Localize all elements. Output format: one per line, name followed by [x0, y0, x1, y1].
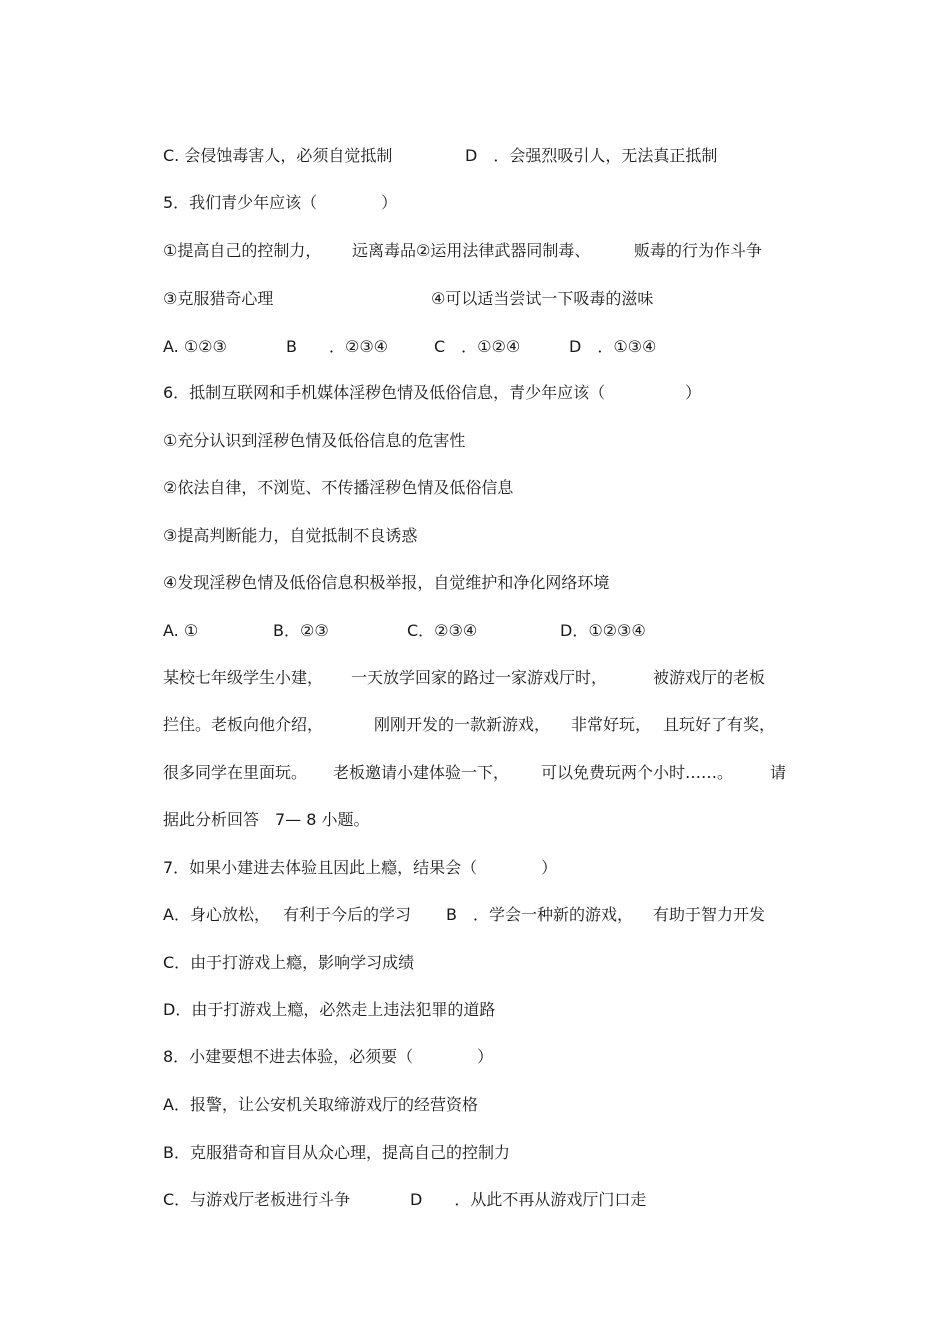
scenario-line-2: 拦住。老板向他介绍， 刚刚开发的一款新游戏， 非常好玩， 且玩好了有奖， [163, 715, 776, 734]
q7-option-a-cont: 有利于今后的学习 [283, 905, 412, 924]
q8-options-cd [163, 1190, 647, 1270]
q5-option-b: B ．②③④ [286, 337, 389, 356]
q5-option-c: C ．①②④ [434, 337, 521, 356]
q7-option-c: C．由于打游戏上瘾，影响学习成绩 [163, 953, 415, 972]
q8-option-b: B．克服猎奇和盲目从众心理，提高自己的控制力 [163, 1143, 510, 1162]
q5-option-d: D ．①③④ [569, 337, 657, 356]
q5-item-1: ①提高自己的控制力， [163, 241, 322, 260]
scenario-line-3: 很多同学在里面玩。 老板邀请小建体验一下， 可以免费玩两个小时……。 请 [163, 763, 787, 782]
question-5: 5．我们青少年应该（ ） [163, 193, 398, 212]
q8-option-a: A．报警，让公安机关取缔游戏厅的经营资格 [163, 1095, 478, 1114]
q8-option-d: D ．从此不再从游戏厅门口走 [410, 1190, 647, 1209]
q6-option-c: C．②③④ [407, 621, 478, 640]
scenario-line-4: 据此分析回答 7— 8 小题。 [163, 810, 370, 829]
q7-option-b: B ．学会一种新的游戏， [446, 905, 633, 924]
q4-option-c: C. 会侵蚀毒害人，必须自觉抵制 [163, 146, 393, 165]
q6-option-b: B．②③ [273, 621, 329, 640]
question-8: 8．小建要想不进去体验，必须要（ ） [163, 1047, 494, 1066]
q6-option-a: A. ① [163, 621, 199, 640]
scenario-line-1: 某校七年级学生小建， 一天放学回家的路过一家游戏厅时， 被游戏厅的老板 [163, 668, 766, 687]
question-7: 7．如果小建进去体验且因此上瘾，结果会（ ） [163, 858, 558, 877]
q5-item-2-b: 贩毒的行为作斗争 [634, 241, 763, 260]
q7-option-d: D．由于打游戏上瘾，必然走上违法犯罪的道路 [163, 1000, 496, 1019]
q8-option-c: C．与游戏厅老板进行斗争 [163, 1190, 351, 1209]
q7-option-b-cont: 有助于智力开发 [653, 905, 766, 924]
question-6: 6．抵制互联网和手机媒体淫秽色情及低俗信息，青少年应该（ ） [163, 383, 702, 402]
q7-option-a: A．身心放松， [163, 905, 270, 924]
q5-item-2-a: 远离毒品②运用法律武器同制毒、 [352, 241, 591, 260]
q6-item-3: ③提高判断能力，自觉抵制不良诱惑 [163, 526, 418, 545]
q5-option-a: A. ①②③ [163, 337, 227, 356]
q6-item-1: ①充分认识到淫秽色情及低俗信息的危害性 [163, 431, 466, 450]
q5-item-3: ③克服猎奇心理 [163, 289, 274, 308]
q6-option-d: D．①②③④ [560, 621, 646, 640]
q5-item-4: ④可以适当尝试一下吸毒的滋味 [431, 289, 654, 308]
q4-option-d: D ．会强烈吸引人，无法真正抵制 [465, 146, 718, 165]
q6-item-2: ②依法自律，不浏览、不传播淫秽色情及低俗信息 [163, 478, 514, 497]
q6-item-4: ④发现淫秽色情及低俗信息积极举报，自觉维护和净化网络环境 [163, 573, 610, 592]
